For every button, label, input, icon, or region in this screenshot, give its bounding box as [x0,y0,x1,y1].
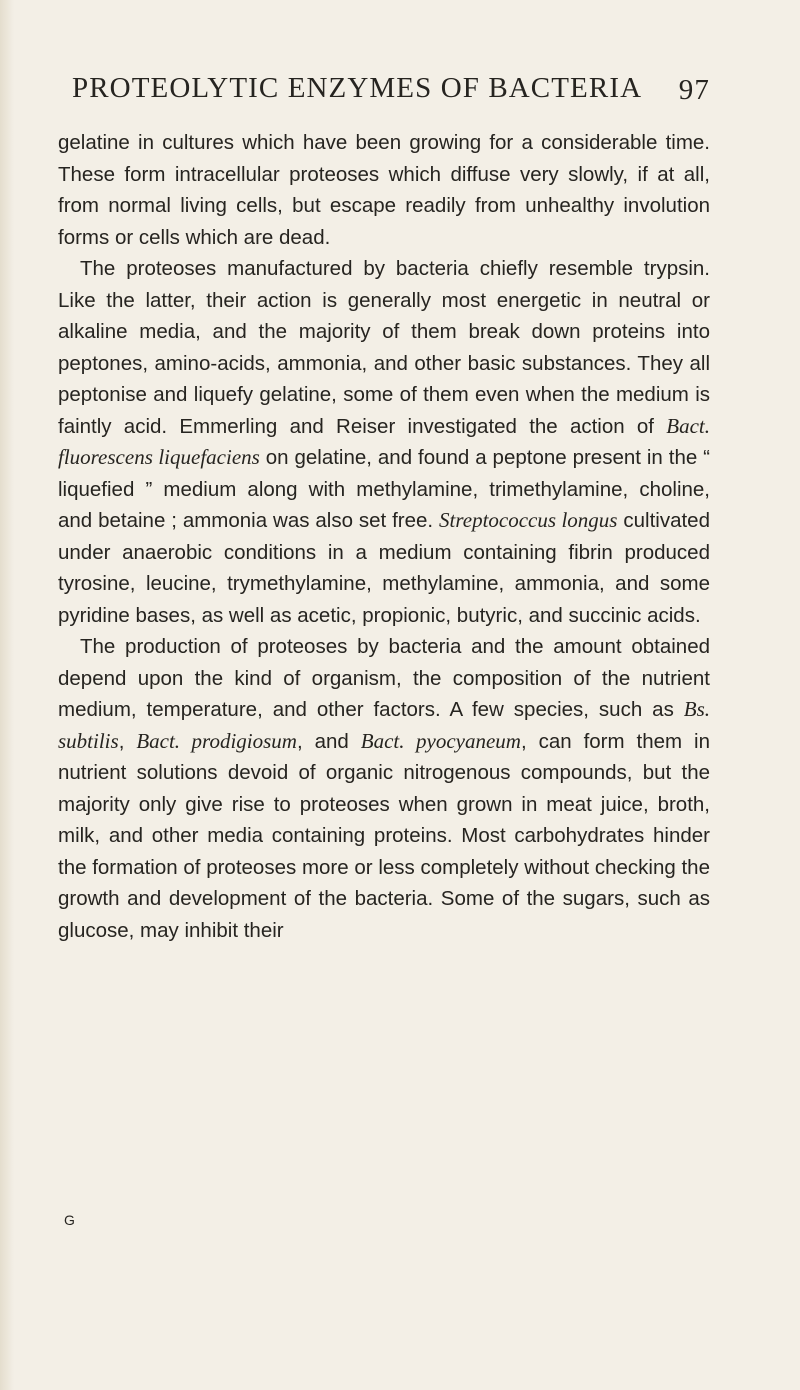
text-run: The production of proteoses by bacteria and the amount obtained depend upon the kind of organism, the composition of the nutrient medium, temperature, and other factors. A few species, such as [58,635,710,721]
text-run: The proteoses manufactured by bacteria chiefly resemble trypsin. Like the latter, their action is generally most energetic in neutral or alkaline media, and the majority of them break down proteins into peptones, amino-acids, ammonia, and other basic substances. They all peptonise and liquefy gelatine, some of them even when the medium is faintly acid. Emmerling and Reiser investigated the action of [58,257,710,438]
italic-taxon-name: Bs. subtilis [58,697,710,753]
paragraph [58,631,710,946]
running-head: PROTEOLYTIC ENZYMES OF BACTERIA [72,72,643,104]
text-run: cultivated under anaerobic conditions in a medium containing fibrin produced tyrosine, leucine, trymethylamine, methylamine, ammonia, and some pyridine bases, as well as acetic, propionic, butyric, and succinic acids. [58,509,710,627]
text-run: on gelatine, and found a peptone present in the “ liquefied ” medium along with methylamine, trimethylamine, choline, and betaine ; ammonia was also set free. [58,446,710,532]
book-page [58,72,710,946]
italic-taxon-name: Bact. fluorescens liquefaciens [58,413,710,469]
italic-taxon-name: Bact. prodigiosum [136,728,297,753]
paragraph [58,127,710,253]
italic-taxon-name: Streptococcus longus [439,508,618,532]
italic-taxon-name: Bact. pyocyaneum [360,728,521,753]
page-number: 97 [678,74,710,106]
text-run: gelatine in cultures which have been growing for a considerable time. These form intracellular proteoses which diffuse very slowly, if at all, from normal living cells, but escape readily from unhealthy involution forms or cells which are dead. [58,131,710,249]
text-run: , [118,729,137,753]
signature-mark: G [64,1212,76,1228]
paragraph [58,253,710,631]
text-run: , and [296,729,361,753]
page-gutter-shadow [0,0,14,1390]
body-text [58,127,710,946]
page-header [58,72,710,114]
text-run: , can form them in nutrient solutions devoid of organic nitrogenous compounds, but the majority only give rise to proteoses when grown in meat juice, broth, milk, and other media containing proteins. Most carbohydrates hinder the formation of proteoses more or less completely without checking the growth and development of the bacteria. Some of the sugars, such as glucose, may inhibit their [58,729,710,942]
